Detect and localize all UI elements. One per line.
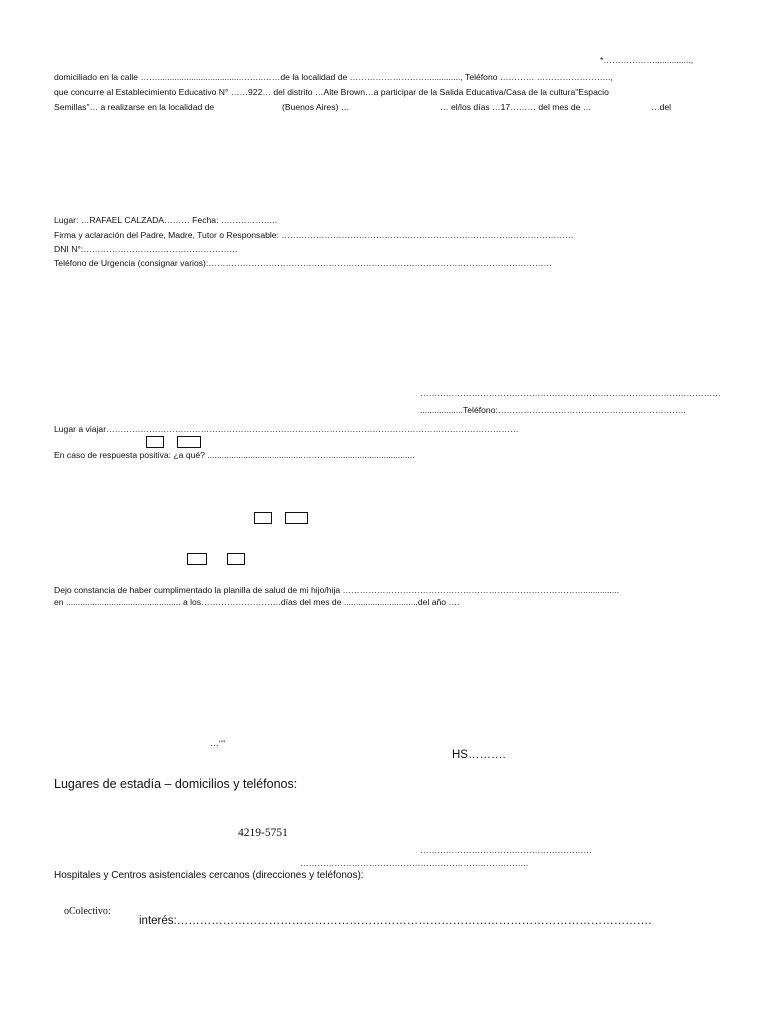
checkbox-6[interactable] bbox=[227, 553, 245, 565]
semillas-line-part-3: … el/los días …17……… del mes de … bbox=[440, 102, 592, 112]
lugar-viajar-line: Lugar a viajar……………………………………………………………………………………………………………………………… bbox=[54, 424, 519, 434]
dni-line: DNI N°:……………………………………………… bbox=[54, 244, 238, 254]
hs-label: HS………. bbox=[452, 749, 506, 761]
domicilio-line: domiciliado en la calle ……...................................……..……de la localidad de ……………………….............., Teléfono ………… …………………….., bbox=[54, 72, 613, 82]
constancia-line: Dejo constancia de haber cumplimentado la planilla de salud de mi hijo/hija …………………………………………………………………………............... bbox=[54, 585, 619, 595]
checkbox-5[interactable] bbox=[187, 553, 207, 565]
telefono-right-line: ..................Teléfono:……………………………………….……………….. bbox=[420, 405, 686, 415]
phone-number: 4219-5751 bbox=[238, 827, 288, 839]
semillas-line-part-1: Semillas"… a realizarse en la localidad de bbox=[54, 102, 215, 112]
lugar-fecha-line: Lugar: …RAFAEL CALZADA……… Fecha: ……………….. bbox=[54, 215, 278, 225]
dots-line-b: …………………………………………………………………….. bbox=[300, 858, 529, 868]
colectivo-label: oColectivo: bbox=[64, 906, 111, 917]
telefono-urgencia-line: Teléfono de Urgencia (consignar varios):………………………………………………………………………………………………………… bbox=[54, 258, 553, 268]
lugares-estadia-heading: Lugares de estadía – domicilios y teléfonos: bbox=[54, 777, 298, 791]
hospitales-line: Hospitales y Centros asistenciales cercanos (direcciones y teléfonos): bbox=[54, 870, 364, 881]
interes-line: interés:……………………………………………………………………………………………………………. bbox=[139, 915, 652, 927]
checkbox-4[interactable] bbox=[285, 512, 308, 524]
dots-right-line: …………………………………………………………………………………………… bbox=[420, 388, 721, 398]
respuesta-positiva-line: En caso de respuesta positiva: ¿a qué? ........................................……….................................... bbox=[54, 450, 415, 460]
top-dots: *………………..............., bbox=[600, 55, 694, 65]
dots-line-a: …………………………………………………… bbox=[420, 845, 592, 855]
en-line: en ................................................ a los……………………….días del mes de ...............................del año …. bbox=[54, 597, 460, 607]
small-quote: …"" bbox=[210, 738, 226, 748]
establecimiento-line: que concurre al Establecimiento Educativo N° ……922… del distrito …Alte Brown…a participar de la Salida Educativa/Casa de la cultura"Espacio bbox=[54, 87, 609, 97]
semillas-line-part-4: …del bbox=[651, 102, 672, 112]
checkbox-2[interactable] bbox=[177, 436, 201, 448]
semillas-line-part-2: (Buenos Aires) … bbox=[282, 102, 350, 112]
firma-line: Firma y aclaración del Padre, Madre, Tutor o Responsable: ………………………………………………………………………………………… bbox=[54, 230, 574, 240]
checkbox-3[interactable] bbox=[254, 512, 272, 524]
checkbox-1[interactable] bbox=[146, 436, 164, 448]
